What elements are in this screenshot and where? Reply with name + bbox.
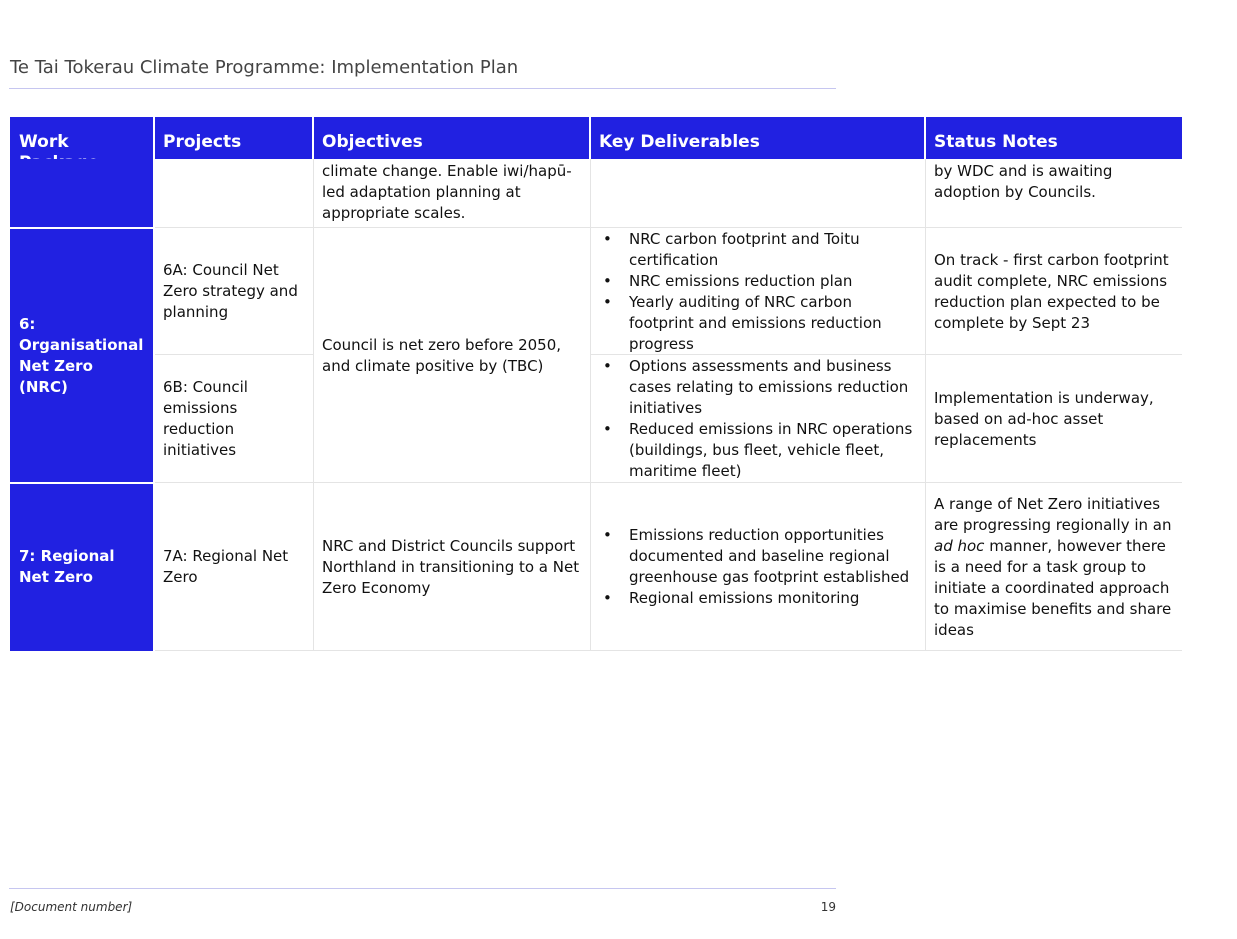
deliverables-7a-list bbox=[599, 525, 916, 609]
status-7a-text: A range of Net Zero initiatives are progressing regionally in an ad hoc manner, however there is a need for a task group to initiate a coordinated approach to maximise benefits and share ideas bbox=[934, 494, 1172, 639]
grid-line bbox=[590, 354, 1182, 355]
grid-line bbox=[154, 482, 1182, 483]
continued-objective-cell: climate change. Enable iwi/hapū-led adaptation planning at appropriate scales. bbox=[313, 161, 590, 227]
grid-line bbox=[154, 354, 313, 355]
continued-work-package-cell bbox=[10, 159, 154, 228]
deliverables-6b-list bbox=[599, 356, 916, 482]
footer-page-number: 19 bbox=[820, 900, 836, 914]
continued-status-cell: by WDC and is awaiting adoption by Councils. bbox=[925, 161, 1182, 227]
deliverables-7a-cell bbox=[590, 483, 925, 651]
grid-line bbox=[10, 227, 154, 229]
project-6b-cell bbox=[154, 355, 313, 483]
deliverables-6b-cell bbox=[590, 355, 925, 483]
column-header-objectives: Objectives bbox=[313, 117, 590, 159]
continued-project-cell bbox=[154, 159, 313, 228]
work-package-6-cell: 6: Organisational Net Zero (NRC) bbox=[10, 228, 154, 483]
grid-line bbox=[924, 117, 926, 159]
column-header-key-deliverables: Key Deliverables bbox=[590, 117, 925, 159]
status-6a-text: On track - first carbon footprint audit complete, NRC emissions reduction plan expected to be complete by Sept 23 bbox=[934, 250, 1169, 332]
status-6a-cell bbox=[925, 228, 1182, 355]
continued-deliverables-cell bbox=[590, 159, 925, 228]
project-6a-cell bbox=[154, 228, 313, 355]
list-item: • NRC emissions reduction plan bbox=[603, 271, 853, 290]
deliverables-6a-list bbox=[599, 229, 916, 355]
footer-divider bbox=[9, 888, 836, 889]
work-package-7-cell: 7: Regional Net Zero bbox=[10, 483, 154, 651]
list-item: • Yearly auditing of NRC carbon footprint and emissions reduction progress bbox=[603, 292, 882, 353]
project-6a-name: 6A: Council Net Zero strategy and planning bbox=[163, 261, 298, 321]
objective-7-text: NRC and District Councils support Northland in transitioning to a Net Zero Economy bbox=[322, 536, 580, 597]
grid-line bbox=[590, 159, 591, 651]
objective-7-cell bbox=[313, 483, 590, 651]
grid-line bbox=[925, 159, 926, 651]
grid-line bbox=[153, 117, 155, 651]
grid-line bbox=[154, 650, 1182, 651]
column-header-work-package: Work bbox=[10, 117, 154, 159]
list-item: • Emissions reduction opportunities documented and baseline regional greenhouse gas footprint established bbox=[603, 526, 910, 586]
list-item: • NRC carbon footprint and Toitu certification bbox=[603, 229, 860, 269]
column-header-status-notes: Status Notes bbox=[925, 117, 1182, 159]
status-7a-cell bbox=[925, 483, 1182, 651]
objective-6-text: Council is net zero before 2050, and climate positive by (TBC) bbox=[322, 335, 562, 375]
list-item: • Regional emissions monitoring bbox=[603, 589, 860, 607]
grid-line bbox=[313, 159, 314, 651]
column-header-projects: Projects bbox=[154, 117, 313, 159]
header-divider bbox=[9, 88, 836, 89]
status-6b-cell bbox=[925, 355, 1182, 483]
deliverables-6a-cell bbox=[590, 228, 925, 355]
project-6b-name: 6B: Council emissions reduction initiatives bbox=[163, 378, 248, 459]
list-item: • Reduced emissions in NRC operations (buildings, bus fleet, vehicle fleet, maritime fleet) bbox=[603, 420, 913, 480]
grid-line bbox=[589, 117, 591, 159]
status-6b-text: Implementation is underway, based on ad-hoc asset replacements bbox=[934, 388, 1154, 449]
status-7a-emphasis: ad hoc bbox=[934, 536, 985, 555]
grid-line bbox=[312, 117, 314, 159]
grid-line bbox=[10, 482, 154, 484]
objective-6-cell bbox=[313, 228, 590, 483]
project-7a-name: 7A: Regional Net Zero bbox=[163, 547, 289, 586]
project-7a-cell bbox=[154, 483, 313, 651]
list-item: • Options assessments and business cases relating to emissions reduction initiatives bbox=[603, 357, 909, 417]
footer-document-number: [Document number] bbox=[10, 900, 133, 914]
page-header-title: Te Tai Tokerau Climate Programme: Implementation Plan bbox=[10, 57, 519, 78]
grid-line bbox=[154, 227, 1182, 228]
